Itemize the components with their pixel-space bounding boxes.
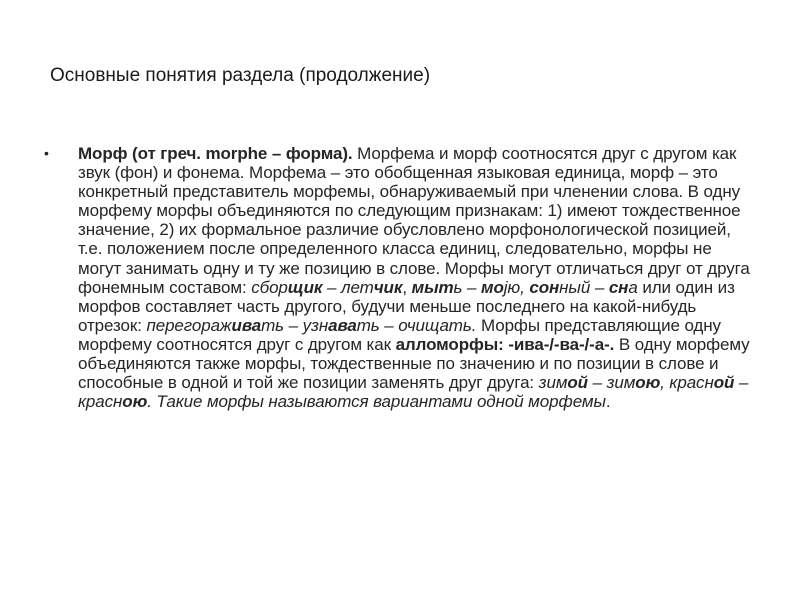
text-run: – красн [78,373,749,412]
example-run [412,278,638,297]
term-allomorphs: алломорфы: -ива-/-ва-/-а-. [395,334,615,354]
text-run: јю, [503,277,530,297]
term-morph: Морф (от греч. morphe – форма). [78,144,353,163]
text-run: . Такие морфы называются вариантами одной морфемы [147,392,606,412]
morph-highlight: ой [713,373,735,393]
morph-highlight: ива [231,315,262,335]
slide-content [44,144,760,411]
example-run [146,316,476,335]
morph-highlight: сон [529,277,560,297]
bullet-item [44,144,760,411]
text-run: Морфы представляющие одну морфему соотносятся друг с другом как [78,315,721,354]
morph-highlight: мо [480,277,504,297]
text-run: зим [538,373,568,393]
text-run: или один из морфов составляет часть другого, будучи меньше последнего на какой-нибудь отрезок: [78,277,735,335]
text-run: , красн [660,373,714,393]
text-run: сбор [251,277,288,297]
morph-highlight: ою [122,392,148,412]
text-run: а [628,277,638,297]
text-run: Морфема и морф соотносятся друг с другом как звук (фон) и фонема. Морфема – это обобщенная языковая единица, морф – это конкретный представитель морфемы, обнаруживаемый при членении слова. В одну морфему морфы объединяются по следующим признакам: 1) имеют тождественное значение, 2) их формальное различие обусловлено морфонологической позицией, т.е. положением после определенного класса единиц, следовательно, морфы не могут занимать одну и ту же позицию в слове. Морфы могут отличаться друг от друга фонемным составом: [78,144,750,297]
text-run: ть – узн [261,315,329,335]
body-paragraph [78,144,758,411]
morph-highlight: ава [328,315,357,335]
text-run: В одну морфему объединяются также морфы, тождественные по значению и по позиции в слове и способные в одной и той же позиции заменять друг друга: [78,334,750,393]
text-run: – [590,277,609,297]
morph-highlight: сн [608,277,629,297]
text-run: – зим [587,373,636,393]
example-run [251,278,402,297]
text-run: перегораж [146,315,232,335]
morph-highlight: чик [373,277,403,297]
slide-title: Основные понятия раздела (продолжение) [50,65,431,86]
text-run: – лет [322,277,374,297]
morph-highlight: ой [567,373,588,393]
text-run: ный [559,277,591,297]
text-run: , [402,277,412,297]
morph-highlight: щик [287,277,323,297]
bullet-marker: • [44,145,49,161]
text-run: ь – [453,277,481,297]
morph-highlight: мыт [411,277,454,297]
morph-highlight: ою [635,373,661,393]
text-run: ть – очищать. [356,315,477,335]
text-run: . [605,392,611,412]
